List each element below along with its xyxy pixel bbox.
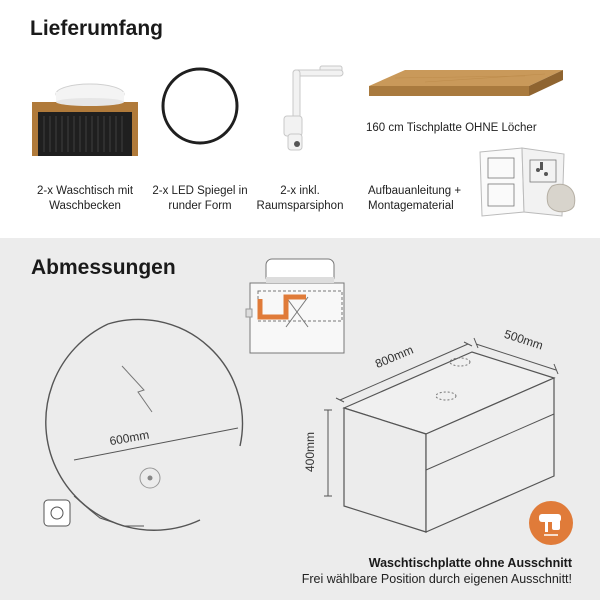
cabinet-depth-label bbox=[500, 326, 560, 366]
manual-icon bbox=[478, 146, 582, 218]
round-mirror-icon bbox=[160, 66, 240, 146]
dimensions-title: Abmessungen bbox=[31, 256, 176, 279]
item-caption-siphon: 2-x inkl. Raumsparsiphon bbox=[256, 185, 344, 212]
cabinet-width-label bbox=[370, 330, 430, 370]
cabinet-height-label bbox=[300, 420, 320, 480]
item-caption-countertop: 160 cm Tischplatte OHNE Löcher bbox=[366, 122, 537, 134]
item-caption-vanity: 2-x Waschtisch mit Waschbecken bbox=[36, 185, 134, 212]
mirror-diameter-text: 600mm bbox=[108, 427, 151, 449]
notice-title: Waschtischplatte ohne Ausschnitt bbox=[368, 556, 572, 570]
cabinet-width-text: 800mm bbox=[373, 342, 416, 372]
item-caption-mirror: 2-x LED Spiegel in runder Form bbox=[152, 185, 248, 212]
item-caption-manual: Aufbauanleitung + Montagematerial bbox=[368, 185, 462, 212]
countertop-icon bbox=[365, 64, 565, 104]
notice-subtitle: Frei wählbare Position durch eigenen Ausschnitt! bbox=[301, 572, 572, 586]
vanity-cabinet-icon bbox=[30, 82, 140, 160]
mirror-diameter-label bbox=[105, 420, 175, 450]
siphon-icon bbox=[268, 64, 348, 156]
scope-title: Lieferumfang bbox=[30, 17, 164, 40]
cabinet-depth-text: 500mm bbox=[502, 326, 545, 353]
cabinet-height-text: 400mm bbox=[303, 431, 317, 472]
jigsaw-icon bbox=[528, 500, 574, 546]
